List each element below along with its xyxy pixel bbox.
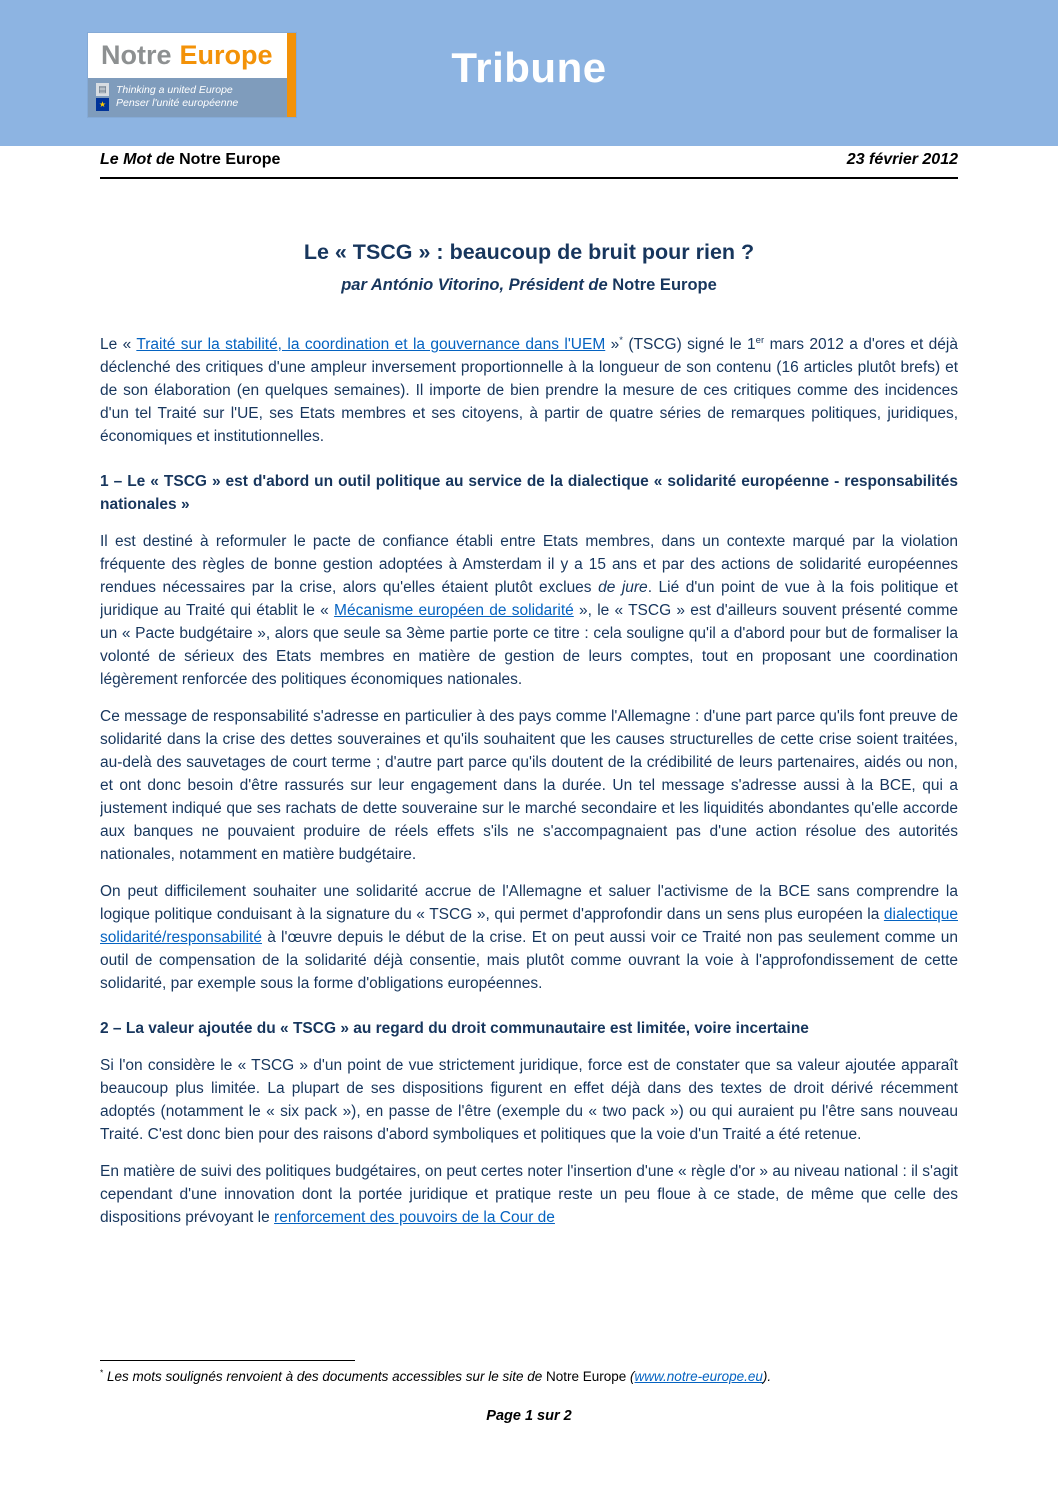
text-run: à l'œuvre depuis le début de la crise. Et on peut aussi voir ce Traité non pas seulement comme un outil de compensation de la solidarité déjà consentie, mais plutôt comme ouvrant la voie à l'approfondissement de cette solidarité, par exemple sous la forme d'obligations européennes. — [100, 929, 958, 992]
superscript-marker: * — [100, 1367, 104, 1378]
text-run: Les mots soulignés renvoient à des documents accessibles sur le site de — [103, 1369, 546, 1384]
series-label — [100, 151, 280, 169]
footnote-rule — [100, 1360, 355, 1361]
logo-tagline-fr: Penser l'unité européenne — [116, 97, 239, 110]
body-paragraph — [100, 880, 958, 995]
page-number: Page 1 sur 2 — [486, 1408, 572, 1424]
footnote-area — [100, 1352, 958, 1386]
body-paragraph — [100, 705, 958, 866]
article-content — [100, 240, 958, 1352]
text-run: mars 2012 a d'ores et déjà déclenché des critiques d'une ampleur inversement proportionnelle à la longueur de son contenu (16 articles plutôt brefs) et de son élaboration (en quelques semaines). Il importe de bien prendre la mesure de ces critiques comme des incidences d'un tel Traité sur l'UE, ses Etats membres et ses citoyens, à partir de quatre séries de remarques politiques, juridiques, économiques et institutionnelles. — [100, 336, 958, 445]
text-run: ( — [626, 1369, 635, 1384]
inline-link[interactable]: Mécanisme européen de solidarité — [334, 602, 574, 619]
text-run: », le « TSCG » est d'ailleurs souvent présenté comme un « Pacte budgétaire », alors que seule sa 3ème partie porte ce titre : cela souligne qu'il a d'abord pour but de formaliser la volonté de sérieux des Etats membres en matière de gestion de leurs comptes, tout en proposant une coordination légèrement renforcée des politiques économiques nationales. — [100, 602, 958, 688]
text-run: (TSCG) signé le 1 — [623, 336, 756, 353]
eu-flag-icon: ★ — [96, 98, 109, 111]
body-paragraph — [100, 1054, 958, 1146]
superscript-marker: * — [619, 334, 623, 346]
article-title: Le « TSCG » : beaucoup de bruit pour rien ? — [303, 240, 755, 264]
header-banner — [0, 0, 1058, 146]
text-run: Notre Europe — [546, 1369, 627, 1384]
inline-link[interactable]: Traité sur la stabilité, la coordination et la gouvernance dans l'UEM — [136, 336, 606, 353]
text-run: Si l'on considère le « TSCG » d'un point de vue strictement juridique, force est de constater que sa valeur ajoutée apparaît beaucoup plus limitée. La plupart de ses dispositions figurent en effet déjà dans des textes de droit dérivé récemment adoptés (notamment le « six pack »), en passe de l'être (exemple du « two pack ») ou qui auraient pu l'être sans nouveau Traité. C'est donc bien pour des raisons d'abord symboliques et politiques que la voie d'un Traité a été retenue. — [100, 1057, 958, 1143]
text-run: On peut difficilement souhaiter une solidarité accrue de l'Allemagne et saluer l'activisme de la BCE sans comprendre la logique politique conduisant à la signature du « TSCG », qui permet d'approfondir dans un sens plus européen la — [100, 883, 958, 923]
inline-link[interactable]: renforcement des pouvoirs de la Cour de — [274, 1209, 555, 1226]
document-icon: ▤ — [96, 83, 109, 96]
text-run: » — [605, 336, 620, 353]
tribune-title: Tribune — [451, 44, 607, 91]
article-body — [100, 333, 958, 1229]
footnote-text — [100, 1368, 958, 1386]
inline-link[interactable]: dialectique solidarité/responsabilité — [100, 906, 958, 946]
section-heading — [100, 1017, 958, 1040]
section-heading — [100, 470, 958, 516]
series-label-org: Notre Europe — [179, 151, 281, 168]
text-run: En matière de suivi des politiques budgétaires, on peut certes noter l'insertion d'une « règle d'or » au niveau national : il s'agit cependant d'une innovation dont la portée juridique et pratique reste un peu floue à ce stade, de même que celle des dispositions prévoyant le — [100, 1163, 958, 1226]
text-run: 2 – La valeur ajoutée du « TSCG » au regard du droit communautaire est limitée, voire incertaine — [100, 1020, 809, 1037]
text-run: de jure — [598, 579, 648, 596]
logo-word-europe: Europe — [179, 39, 273, 70]
article-byline — [100, 276, 958, 295]
body-paragraph — [100, 333, 958, 448]
text-run: Il est destiné à reformuler le pacte de confiance établi entre Etats membres, dans un contexte marqué par la violation fréquente des règles de bonne gestion adoptées à Amsterdam il y a 15 ans et par des actions de solidarité européennes rendues nécessaires par la crise, alors qu'elles étaient plutôt exclues — [100, 533, 958, 596]
date-label: 23 février 2012 — [846, 151, 958, 168]
superscript-marker: er — [755, 334, 765, 346]
text-run: Le « — [100, 336, 137, 353]
meta-row — [100, 151, 958, 169]
series-label-italic: Le Mot de — [100, 151, 180, 168]
text-run: 1 – Le « TSCG » est d'abord un outil politique au service de la dialectique « solidarité européenne - responsabilités nationales » — [100, 473, 958, 513]
text-run: Ce message de responsabilité s'adresse en particulier à des pays comme l'Allemagne : d'une part parce qu'ils font preuve de solidarité dans la crise des dettes souveraines et qu'ils souhaitent que les causes structurelles de cette crise soient traitées, au-delà des sauvetages de court terme ; d'autre part parce qu'ils doutent de la crédibilité de leurs partenaires, aidés ou non, et ont donc besoin d'être rassurés sur leur engagement dans la durée. Un tel message s'adresse aussi à la BCE, qui a justement indiqué que ses rachats de dette souveraine sur le marché secondaire et les liquidités abondantes qu'elle accorde aux banques ne pouvaient produire de réels effets s'ils ne s'accompagnaient pas d'une action résolue des autorités nationales, notamment en matière budgétaire. — [100, 708, 958, 863]
inline-link[interactable]: www.notre-europe.eu — [634, 1369, 763, 1384]
byline-org: Notre Europe — [612, 276, 717, 294]
text-run: . Lié d'un point de vue à la fois politique et juridique au Traité qui établit le « — [100, 579, 958, 619]
header-rule — [100, 177, 958, 179]
logo-word-notre: Notre — [101, 39, 172, 70]
body-paragraph — [100, 530, 958, 691]
byline-italic: par António Vitorino, Président de — [341, 276, 613, 294]
text-run: ). — [762, 1369, 772, 1384]
body-paragraph — [100, 1160, 958, 1229]
logo-tagline-en: Thinking a united Europe — [116, 84, 233, 97]
